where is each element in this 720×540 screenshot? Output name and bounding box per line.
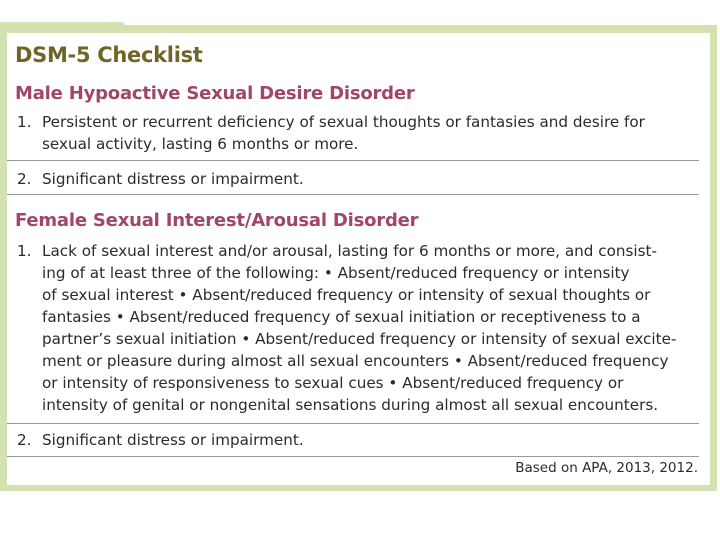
criterion-line: ment or pleasure during almost all sexual encounters • Absent/reduced frequency bbox=[42, 352, 669, 370]
criterion-line: intensity of genital or nongenital sensations during almost all sexual encounters. bbox=[42, 396, 659, 414]
female-criterion-2 bbox=[17, 429, 697, 451]
checklist-title: DSM-5 Checklist bbox=[15, 43, 203, 67]
criterion-line: fantasies • Absent/reduced frequency of sexual initiation or receptiveness to a bbox=[42, 308, 641, 326]
male-criterion-2 bbox=[17, 168, 697, 190]
criterion-line: Significant distress or impairment. bbox=[42, 431, 304, 449]
criterion-line: or intensity of responsiveness to sexual cues • Absent/reduced frequency or bbox=[42, 374, 624, 392]
divider bbox=[7, 423, 699, 424]
criterion-line: partner’s sexual initiation • Absent/reduced frequency or intensity of sexual excite- bbox=[42, 330, 677, 348]
divider bbox=[7, 456, 699, 457]
source-citation: Based on APA, 2013, 2012. bbox=[515, 460, 698, 476]
criterion-line: Persistent or recurrent deficiency of sexual thoughts or fantasies and desire for bbox=[42, 113, 645, 131]
criterion-line: sexual activity, lasting 6 months or more. bbox=[42, 135, 359, 153]
female-criterion-1 bbox=[17, 240, 697, 416]
male-criterion-1 bbox=[17, 111, 697, 155]
criterion-number: 2. bbox=[17, 170, 32, 188]
criterion-line: of sexual interest • Absent/reduced frequency or intensity of sexual thoughts or bbox=[42, 286, 651, 304]
criterion-line: Lack of sexual interest and/or arousal, lasting for 6 months or more, and consist- bbox=[42, 242, 657, 260]
criterion-line: ing of at least three of the following: • Absent/reduced frequency or intensity bbox=[42, 264, 630, 282]
criterion-number: 1. bbox=[17, 113, 32, 131]
section-heading-female: Female Sexual Interest/Arousal Disorder bbox=[15, 210, 419, 231]
criterion-line: Significant distress or impairment. bbox=[42, 170, 304, 188]
checklist-panel bbox=[7, 33, 710, 485]
criterion-number: 2. bbox=[17, 431, 32, 449]
divider bbox=[7, 194, 699, 195]
section-heading-male: Male Hypoactive Sexual Desire Disorder bbox=[15, 83, 415, 104]
criterion-number: 1. bbox=[17, 242, 32, 260]
divider bbox=[7, 160, 699, 161]
